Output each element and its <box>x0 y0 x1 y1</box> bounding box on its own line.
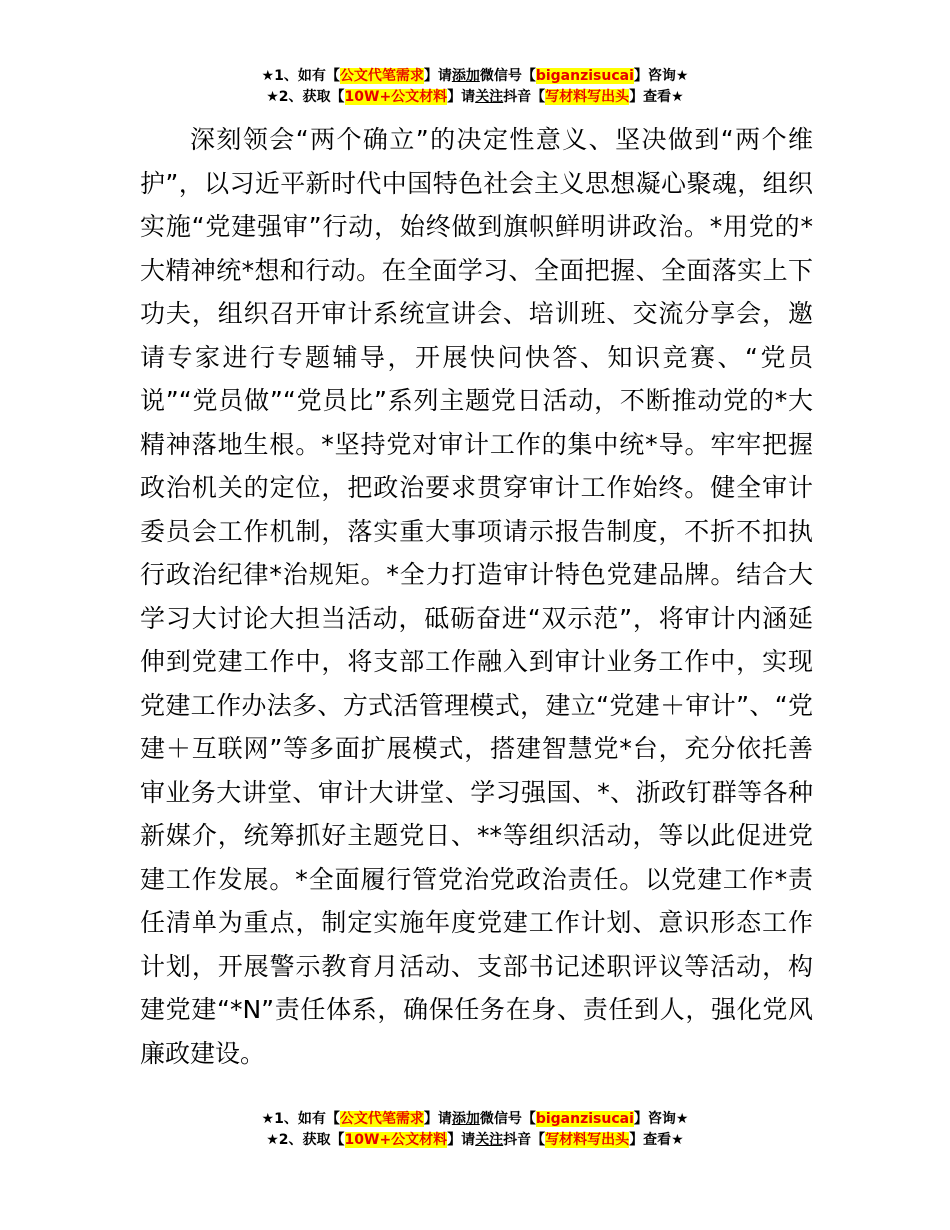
banner-text: 微信号【 <box>479 1111 536 1127</box>
banner-line-2 <box>0 1130 950 1151</box>
banner-text: ★2、获取【 <box>266 89 345 105</box>
highlight-materials: 10W+公文材料 <box>344 89 448 105</box>
highlight-wechat-id: biganzisucai <box>535 1111 634 1127</box>
banner-text: 】请 <box>447 1132 476 1148</box>
banner-text: 】请 <box>423 68 452 84</box>
underlined-text: 关注 <box>475 1132 504 1148</box>
highlight-wechat-id: biganzisucai <box>535 68 634 84</box>
banner-text: 抖音【 <box>503 1132 546 1148</box>
banner-text: 】请 <box>423 1111 452 1127</box>
highlight-materials: 10W+公文材料 <box>344 1132 448 1148</box>
banner-text: 】查看★ <box>629 1132 684 1148</box>
banner-line-1 <box>0 1109 950 1130</box>
banner-text: ★2、获取【 <box>266 1132 345 1148</box>
highlight-douyin-id: 写材料写出头 <box>545 1132 630 1148</box>
banner-line-1 <box>0 66 950 87</box>
underlined-text: 添加 <box>451 1111 480 1127</box>
footer-banner <box>0 1109 950 1151</box>
highlight-service: 公文代笔需求 <box>339 68 424 84</box>
highlight-douyin-id: 写材料写出头 <box>545 89 630 105</box>
banner-text: ★1、如有【 <box>261 1111 340 1127</box>
highlight-service: 公文代笔需求 <box>339 1111 424 1127</box>
banner-text: 抖音【 <box>503 89 546 105</box>
banner-text: 微信号【 <box>479 68 536 84</box>
underlined-text: 添加 <box>451 68 480 84</box>
banner-text: 】请 <box>447 89 476 105</box>
banner-line-2 <box>0 87 950 108</box>
banner-text: ★1、如有【 <box>261 68 340 84</box>
header-banner <box>0 66 950 108</box>
underlined-text: 关注 <box>475 89 504 105</box>
banner-text: 】查看★ <box>629 89 684 105</box>
body-paragraph: 深刻领会“两个确立”的决定性意义、坚决做到“两个维护”，以习近平新时代中国特色社会主义思想凝心聚魂，组织实施“党建强审”行动，始终做到旗帜鲜明讲政治。*用党的*大精神统*想和行动。在全面学习、全面把握、全面落实上下功夫，组织召开审计系统宣讲会、培训班、交流分享会，邀请专家进行专题辅导，开展快问快答、知识竞赛、“党员说”“党员做”“党员比”系列主题党日活动，不断推动党的*大精神落地生根。*坚持党对审计工作的集中统*导。牢牢把握政治机关的定位，把政治要求贯穿审计工作始终。健全审计委员会工作机制，落实重大事项请示报告制度，不折不扣执行政治纪律*治规矩。*全力打造审计特色党建品牌。结合大学习大讨论大担当活动，砥砺奋进“双示范”，将审计内涵延伸到党建工作中，将支部工作融入到审计业务工作中，实现党建工作办法多、方式活管理模式，建立“党建＋审计”、“党建＋互联网”等多面扩展模式，搭建智慧党*台，充分依托善审业务大讲堂、审计大讲堂、学习强国、*、浙政钉群等各种新媒介，统筹抓好主题党日、**等组织活动，等以此促进党建工作发展。*全面履行管党治党政治责任。以党建工作*责任清单为重点，制定实施年度党建工作计划、意识形态工作计划，开展警示教育月活动、支部书记述职评议等活动，构建党建“*N”责任体系，确保任务在身、责任到人，强化党风廉政建设。 <box>140 125 813 1068</box>
banner-text: 】咨询★ <box>633 68 689 84</box>
banner-text: 】咨询★ <box>633 1111 689 1127</box>
